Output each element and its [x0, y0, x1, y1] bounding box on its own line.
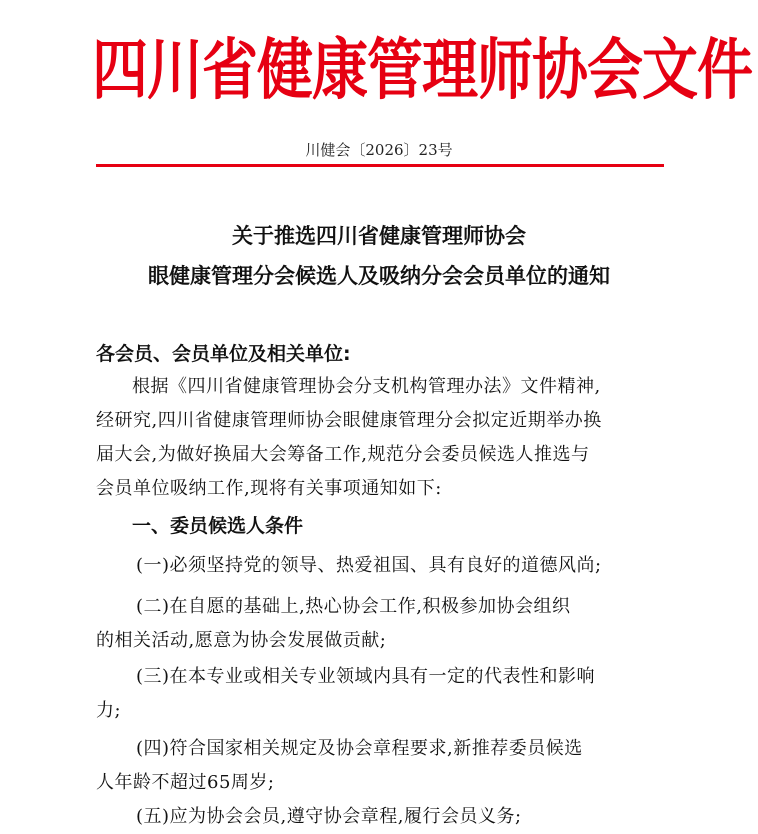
condition-item	[96, 660, 664, 728]
masthead-title: 四川省健康管理师协会文件	[92, 32, 752, 110]
intro-line: 届大会,为做好换届大会筹备工作,规范分会委员候选人推选与	[96, 444, 590, 465]
condition-item	[96, 549, 664, 583]
condition-item-line: 的相关活动,愿意为协会发展做贡献;	[96, 630, 387, 651]
condition-item-line: 人年龄不超过65周岁;	[96, 772, 275, 793]
intro-line: 经研究,四川省健康管理师协会眼健康管理分会拟定近期举办换	[96, 410, 602, 431]
notice-title-line-1: 关于推选四川省健康管理师协会	[232, 223, 526, 248]
red-separator-line	[96, 164, 664, 167]
notice-title-line-2: 眼健康管理分会候选人及吸纳分会会员单位的通知	[148, 263, 610, 288]
condition-item-line: (一)必须坚持党的领导、热爱祖国、具有良好的道德风尚;	[136, 555, 602, 576]
addressee: 各会员、会员单位及相关单位:	[96, 343, 351, 365]
intro-line: 会员单位吸纳工作,现将有关事项通知如下:	[96, 478, 442, 499]
condition-item-line: (三)在本专业或相关专业领域内具有一定的代表性和影响	[136, 666, 596, 687]
condition-item-line: (四)符合国家相关规定及协会章程要求,新推荐委员候选	[136, 738, 583, 759]
document-number: 川健会〔2026〕23号	[305, 141, 453, 159]
condition-item	[96, 590, 664, 658]
condition-item-line: (二)在自愿的基础上,热心协会工作,积极参加协会组织	[136, 596, 571, 617]
condition-item	[96, 800, 664, 834]
condition-item-line: 力;	[96, 700, 122, 721]
section-heading: 一、委员候选人条件	[132, 515, 304, 537]
condition-item-line: (五)应为协会会员,遵守协会章程,履行会员义务;	[136, 806, 522, 827]
intro-paragraph	[96, 370, 664, 506]
condition-item	[96, 732, 664, 800]
intro-line: 根据《四川省健康管理协会分支机构管理办法》文件精神,	[132, 376, 601, 397]
